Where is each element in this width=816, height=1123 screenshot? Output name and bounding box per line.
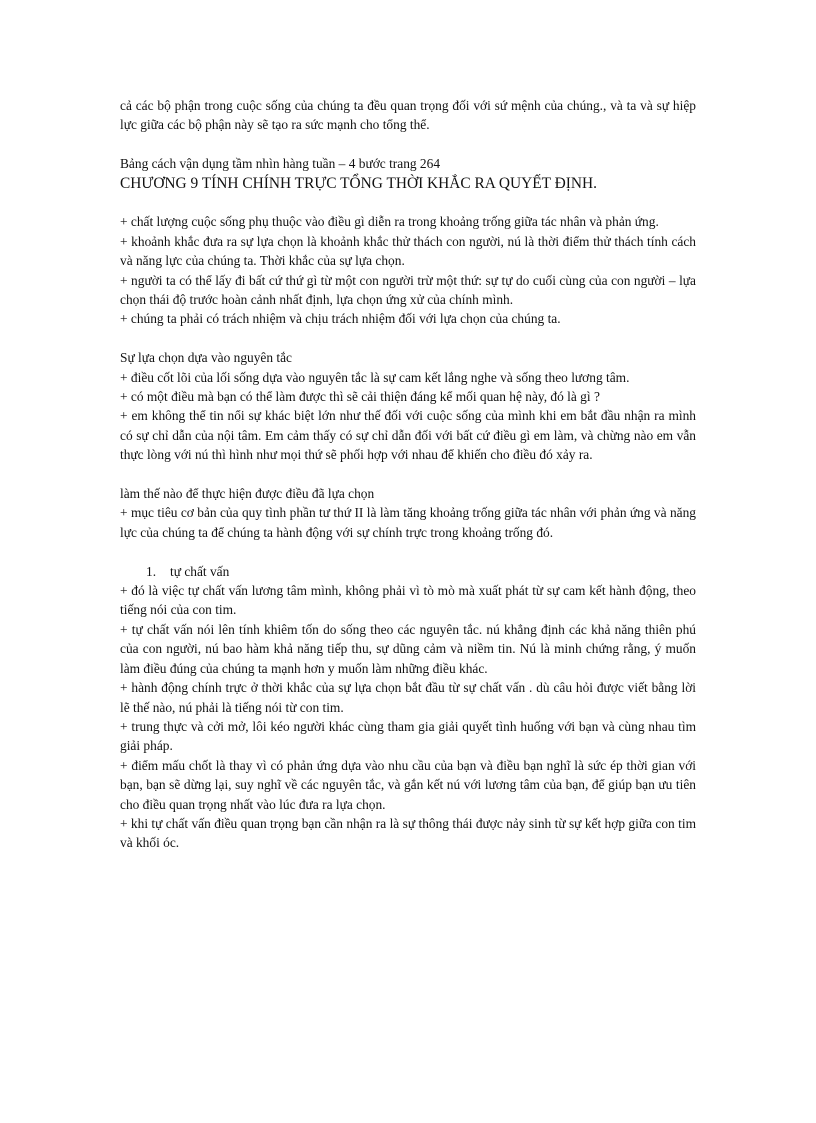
how-point: + mục tiêu cơ bản của quy tình phần tư thứ II là làm tăng khoảng trống giữa tác nhân với phản ứng và năng lực của chúng ta để chúng ta hành động với sự chính trực trong khoảng trống đó.	[120, 505, 696, 540]
chapter-point: + chất lượng cuộc sống phụ thuộc vào điều gì diễn ra trong khoảng trống giữa tác nhân và phản ứng.	[120, 214, 659, 230]
principle-point: + có một điều mà bạn có thể làm được thì sẽ cải thiện đáng kể mối quan hệ này, đó là gì ?	[120, 389, 600, 405]
table-reference: Bảng cách vận dụng tầm nhìn hàng tuần – 4 bước trang 264	[120, 156, 441, 172]
self-question-point: + khi tự chất vấn điều quan trọng bạn cần nhận ra là sự thông thái được nảy sinh từ sự kết hợp giữa con tim và khối óc.	[120, 815, 696, 851]
spacer	[120, 135, 696, 154]
numbered-list-item	[120, 562, 696, 581]
principle-point: + điều cốt lõi của lối sống dựa vào nguyên tắc là sự cam kết lắng nghe và sống theo lương tâm.	[120, 369, 630, 385]
list-label: tự chất vấn	[170, 563, 230, 579]
chapter-title: CHƯƠNG 9 TÍNH CHÍNH TRỰC TỔNG THỜI KHẮC RA QUYẾT ĐỊNH.	[120, 174, 597, 192]
self-question-point: + đó là việc tự chất vấn lương tâm mình, không phải vì tò mò mà xuất phát từ sự cam kết hành động, theo tiếng nói của con tim.	[120, 583, 696, 618]
spacer	[120, 465, 696, 484]
spacer	[120, 193, 696, 212]
chapter-point: + chúng ta phải có trách nhiệm và chịu trách nhiệm đối với lựa chọn của chúng ta.	[120, 311, 561, 327]
spacer	[120, 329, 696, 348]
principle-point: + em không thể tin nổi sự khác biệt lớn như thế đối với cuộc sống của mình khi em bắt đầu nhận ra mình có sự chỉ dẫn của nội tâm. Em cảm thấy có sự chỉ dẫn đối với bất cứ điều gì em làm, và chừng nào em vẫn thực lòng với nú thì hình như mọi thứ sẽ phối hợp với nhau để khiến cho điều đó xảy ra.	[120, 408, 696, 463]
chapter-point: + người ta có thể lấy đi bất cứ thứ gì từ một con người trừ một thứ: sự tự do cuối cùng của con người – lựa chọn thái độ trước hoàn cảnh nhất định, lựa chọn ứng xử của chính mình.	[120, 272, 696, 308]
self-question-point: + tự chất vấn nói lên tính khiêm tốn do sống theo các nguyên tắc. nú khẳng định các khả năng thiên phú của con người, nú bao hàm khả năng tiếp thu, sự dũng cảm và niềm tin. Nú là minh chứng rằng, ý muốn làm điều đúng của chúng ta mạnh hơn y muốn làm những điều khác.	[120, 621, 696, 676]
self-question-point: + hành động chính trực ở thời khắc của sự lựa chọn bắt đầu từ sự chất vấn . dù câu hỏi được viết bằng lời lẽ thế nào, nú phải là tiếng nói từ con tim.	[120, 680, 696, 715]
document-page	[120, 96, 696, 853]
self-question-point: + điểm mấu chốt là thay vì có phản ứng dựa vào nhu cầu của bạn và điều bạn nghĩ là sức ép thời gian với bạn, bạn sẽ dừng lại, suy nghĩ về các nguyên tắc, và gắn kết nú với lương tâm của bạn, để giúp bạn ưu tiên cho điều quan trọng nhất vào lúc đưa ra lựa chọn.	[120, 757, 696, 812]
chapter-point: + khoảnh khắc đưa ra sự lựa chọn là khoảnh khắc thử thách con người, nú là thời điểm thử thách tính cách và năng lực của chúng ta. Thời khắc của sự lựa chọn.	[120, 233, 696, 269]
list-number: 1.	[146, 563, 157, 579]
section-heading-principle: Sự lựa chọn dựa vào nguyên tắc	[120, 350, 292, 366]
self-question-point: + trung thực và cởi mở, lôi kéo người khác cùng tham gia giải quyết tình huống với bạn và cùng nhau tìm giải pháp.	[120, 718, 696, 754]
intro-paragraph: cả các bộ phận trong cuộc sống của chúng ta đều quan trọng đối với sứ mệnh của chúng., và ta và sự hiệp lực giữa các bộ phận này sẽ tạo ra sức mạnh cho tổng thể.	[120, 98, 696, 133]
spacer	[120, 542, 696, 561]
section-heading-how: làm thế nào để thực hiện được điều đã lựa chọn	[120, 486, 375, 502]
